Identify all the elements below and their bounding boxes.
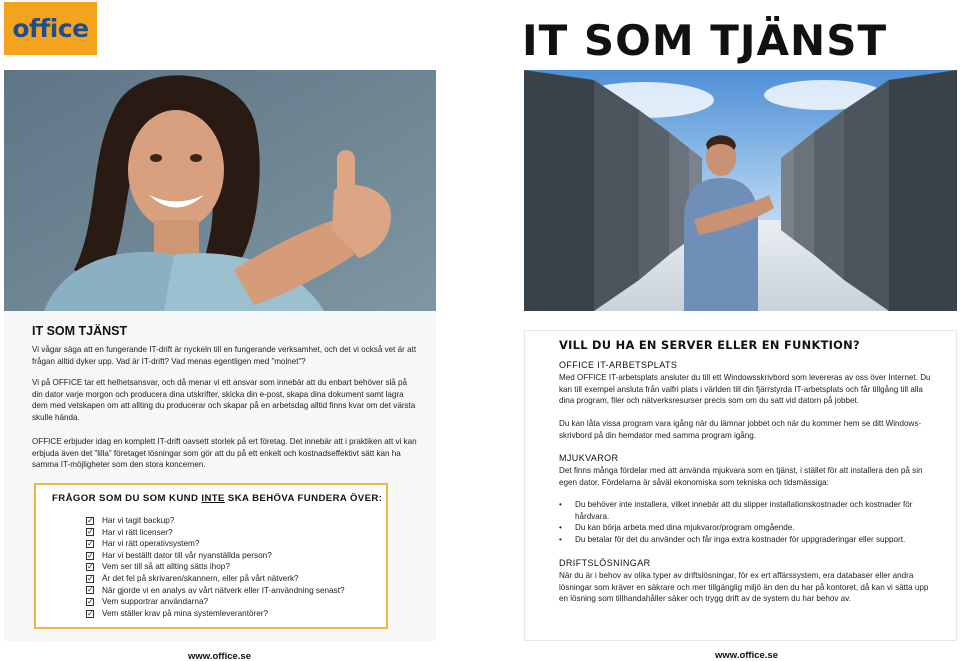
left-heading: IT SOM TJÄNST xyxy=(32,324,128,338)
drift-heading: DRIFTSLÖSNINGAR xyxy=(559,558,651,568)
list-item: ✓ Har vi beställt dator till vår nyanställda person? xyxy=(87,550,272,560)
list-item: ✓ Har vi rätt licenser? xyxy=(87,527,173,537)
responsibility-paragraph: Vi på OFFICE tar ett helhetsansvar, och då menar vi ett ansvar som innebär att du enbart behöver slå på din dator varje morgon och producera dina utskrifter, skicka din e-post, skapa dina dokument samt lagra dem med vetskapen om att allting du producerar och skapar på en arbetsdag alltid finns kvar om det värsta skulle hända. xyxy=(32,378,416,422)
list-item: ✓ Har vi tagit backup? xyxy=(87,515,175,525)
list-item: • Du behöver inte installera, vilket innebär att du slipper installationskostnader och kostnader för hårdvara. xyxy=(559,499,939,522)
mjukvaror-heading: MJUKVAROR xyxy=(559,453,619,463)
checkbox-icon: ✓ xyxy=(87,550,94,560)
left-content-panel xyxy=(4,311,436,641)
checkbox-icon: ✓ xyxy=(87,527,94,537)
arbetsplats-paragraph: Med OFFICE IT-arbetsplats ansluter du till ett Windowsskrivbord som levereras av oss över Internet. Du kan till exempel ansluta från valfri plats i världen till din fjärrstyrda IT-arbetsplats och får tillgång till alla dina program, filer och nätverksresurser precis som om du satt vid datorn på jobbet. xyxy=(559,373,931,406)
right-footer-url[interactable]: www.office.se xyxy=(715,650,778,661)
questions-box-title: FRÅGOR SOM DU SOM KUND INTE SKA BEHÖVA FUNDERA ÖVER: xyxy=(52,493,383,504)
list-item: ✓ När gjorde vi en analys av vårt nätverk eller IT-användning senast? xyxy=(87,585,345,595)
arbetsplats-paragraph-2: Du kan låta vissa program vara igång när du lämnar jobbet och när du kommer hem se ditt Windows-skrivbord på din hemdator med samma program igång. xyxy=(559,419,922,440)
list-item: ✓ Är det fel på skrivaren/skannern, eller på vårt nätverk? xyxy=(87,573,299,583)
questions-box xyxy=(34,483,388,629)
list-item: ✓ Har vi rätt operativsystem? xyxy=(87,538,200,549)
logo-text: office xyxy=(12,14,89,43)
list-item: • Du kan börja arbeta med dina mjukvaror/program omgående. xyxy=(559,522,939,534)
right-heading: VILL DU HA EN SERVER ELLER EN FUNKTION? xyxy=(559,338,860,352)
checkbox-icon: ✓ xyxy=(87,608,94,618)
offer-paragraph: OFFICE erbjuder idag en komplett IT-drift oavsett storlek på ert företag. Det innebär att i praktiken att vi kan erbjuda även det ”lilla” företaget lösningar som gör att du på ett enkelt och kostnadseffektivt sätt kan ha samma IT-möjligheter som den stora koncernen. xyxy=(32,437,417,470)
server-room-photo xyxy=(524,70,957,311)
woman-thumbs-up-photo xyxy=(4,70,436,311)
drift-paragraph: När du är i behov av olika typer av driftslösningar, för ex ert affärssystem, era databaser eller andra lösningar som kräver en säkrare och mer tillgänglig miljö än den du har på kontoret, då kan vi sätta upp en lösning som tillhandahåller säker och trygg drift av de system du har behov av. xyxy=(559,571,929,604)
checkbox-icon: ✓ xyxy=(87,596,94,606)
page-title: IT SOM TJÄNST xyxy=(522,16,888,65)
checkbox-icon: ✓ xyxy=(87,538,94,548)
checkbox-icon: ✓ xyxy=(87,515,94,525)
left-footer-url[interactable]: www.office.se xyxy=(188,651,251,661)
list-item: ✓ Vem ser till så att allting sätts ihop? xyxy=(87,562,230,572)
checkbox-icon: ✓ xyxy=(87,562,94,572)
intro-paragraph: Vi vågar säga att en fungerande IT-drift är nyckeln till en fungerande verksamhet, och det vi också vet är att frågan alltid dyker upp. Vad är IT-drift? Vad menas egentligen med ”molnet”? xyxy=(32,345,417,366)
arbetsplats-heading: OFFICE IT-ARBETSPLATS xyxy=(559,360,678,370)
list-item: • Du betalar för det du använder och får inga extra kostnader för uppgraderingar eller support. xyxy=(559,534,939,546)
right-content-panel xyxy=(524,330,957,641)
questions-list xyxy=(86,515,345,619)
office-logo xyxy=(4,2,97,55)
mjukvaror-benefits-list xyxy=(559,499,939,545)
list-item: ✓ Vem supportrar användarna? xyxy=(87,596,209,607)
list-item: ✓ Vem ställer krav på mina systemleverantörer? xyxy=(87,608,269,618)
mjukvaror-paragraph: Det finns många fördelar med att använda mjukvara som en tjänst, i stället för att installera den på sin egen dator. Fördelarna är såväl ekonomiska som tekniska och tidsmässiga: xyxy=(559,466,923,487)
checkbox-icon: ✓ xyxy=(87,585,94,595)
checkbox-icon: ✓ xyxy=(87,573,94,583)
